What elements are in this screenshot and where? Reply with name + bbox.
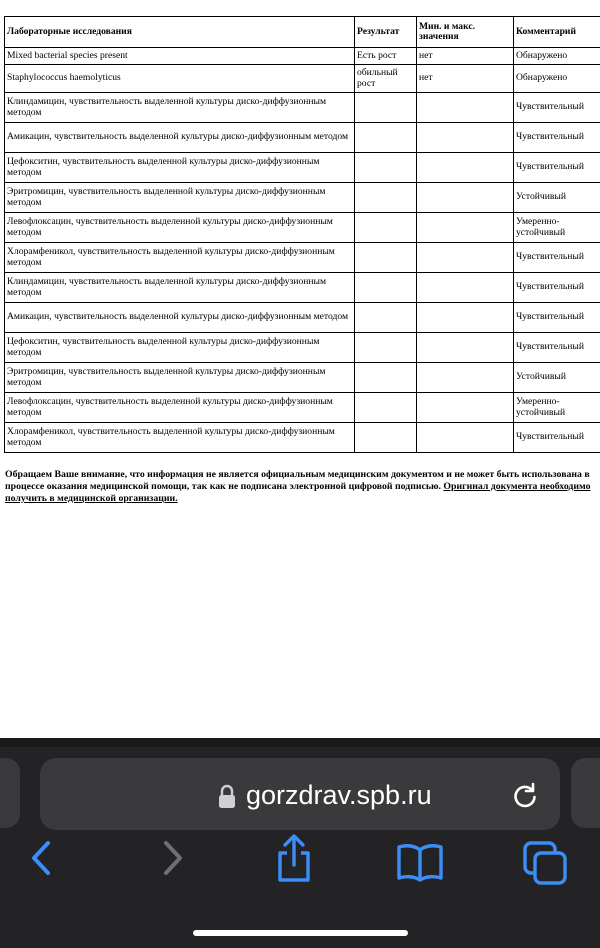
cell-range <box>417 93 514 123</box>
cell-test-name: Амикацин, чувствительность выделенной культуры диско-диффузионным методом <box>5 123 355 153</box>
table-row <box>5 93 600 123</box>
table-row <box>5 243 600 273</box>
cell-range <box>417 423 514 453</box>
cell-test-name: Клиндамицин, чувствительность выделенной культуры диско-диффузионным методом <box>5 93 355 123</box>
cell-range <box>417 243 514 273</box>
table-row <box>5 303 600 333</box>
cell-range: нет <box>417 65 514 93</box>
cell-comment: Чувствительный <box>514 93 600 123</box>
cell-test-name: Амикацин, чувствительность выделенной культуры диско-диффузионным методом <box>5 303 355 333</box>
reload-icon[interactable] <box>510 781 540 816</box>
cell-comment: Устойчивый <box>514 183 600 213</box>
cell-test-name: Цефокситин, чувствительность выделенной культуры диско-диффузионным методом <box>5 333 355 363</box>
table-row <box>5 363 600 393</box>
cell-comment: Чувствительный <box>514 123 600 153</box>
share-icon[interactable] <box>274 833 314 890</box>
header-comment: Комментарий <box>514 17 600 48</box>
cell-result <box>355 183 417 213</box>
header-tests: Лабораторные исследования <box>5 17 355 48</box>
disclaimer-original-link: Оригинал документа необходимо получить в медицинской организации. <box>5 481 591 504</box>
cell-comment: Умеренно-устойчивый <box>514 393 600 423</box>
cell-test-name: Левофлоксацин, чувствительность выделенной культуры диско-диффузионным методом <box>5 393 355 423</box>
cell-range <box>417 303 514 333</box>
address-bar[interactable] <box>40 758 560 830</box>
cell-comment: Обнаружено <box>514 65 600 93</box>
cell-range <box>417 363 514 393</box>
cell-comment: Чувствительный <box>514 273 600 303</box>
table-row <box>5 213 600 243</box>
cell-test-name: Хлорамфеникол, чувствительность выделенной культуры диско-диффузионным методом <box>5 423 355 453</box>
cell-result: Есть рост <box>355 48 417 65</box>
cell-range <box>417 183 514 213</box>
cell-result <box>355 153 417 183</box>
cell-result <box>355 213 417 243</box>
disclaimer-text: Обращаем Ваше внимание, что информация не является официальным медицинским документом и не может быть использована в процессе оказания медицинской помощи, так как не подписана электронной цифровой подписью. <box>5 469 590 492</box>
header-range: Мин. и макс. значения <box>417 17 514 48</box>
bookmarks-icon[interactable] <box>396 842 444 887</box>
cell-test-name: Эритромицин, чувствительность выделенной культуры диско-диффузионным методом <box>5 183 355 213</box>
cell-result <box>355 243 417 273</box>
table-row <box>5 333 600 363</box>
browser-toolbar <box>0 738 600 948</box>
cell-result <box>355 273 417 303</box>
tabs-icon[interactable] <box>522 840 570 893</box>
next-tab-preview[interactable] <box>571 758 600 828</box>
cell-range <box>417 333 514 363</box>
cell-range <box>417 123 514 153</box>
table-row <box>5 123 600 153</box>
cell-result <box>355 303 417 333</box>
cell-test-name: Эритромицин, чувствительность выделенной культуры диско-диффузионным методом <box>5 363 355 393</box>
previous-tab-preview[interactable] <box>0 758 20 828</box>
table-row <box>5 423 600 453</box>
cell-result <box>355 393 417 423</box>
cell-test-name: Левофлоксацин, чувствительность выделенной культуры диско-диффузионным методом <box>5 213 355 243</box>
cell-range: нет <box>417 48 514 65</box>
cell-result <box>355 93 417 123</box>
table-row <box>5 393 600 423</box>
forward-icon[interactable] <box>158 838 186 883</box>
cell-comment: Умеренно-устойчивый <box>514 213 600 243</box>
cell-comment: Чувствительный <box>514 423 600 453</box>
toolbar-divider <box>0 738 600 747</box>
cell-test-name: Цефокситин, чувствительность выделенной культуры диско-диффузионным методом <box>5 153 355 183</box>
disclaimer-notice <box>5 469 597 505</box>
home-indicator[interactable] <box>193 930 408 936</box>
cell-result <box>355 423 417 453</box>
cell-result: обильный рост <box>355 65 417 93</box>
cell-range <box>417 213 514 243</box>
header-result: Результат <box>355 17 417 48</box>
table-row <box>5 273 600 303</box>
cell-comment: Чувствительный <box>514 333 600 363</box>
cell-test-name: Хлорамфеникол, чувствительность выделенной культуры диско-диффузионным методом <box>5 243 355 273</box>
cell-result <box>355 333 417 363</box>
cell-comment: Чувствительный <box>514 153 600 183</box>
cell-test-name: Staphylococcus haemolyticus <box>5 65 355 93</box>
table-header-row <box>5 17 600 48</box>
cell-comment: Чувствительный <box>514 303 600 333</box>
back-icon[interactable] <box>28 838 56 883</box>
cell-result <box>355 363 417 393</box>
table-row <box>5 65 600 93</box>
cell-result <box>355 123 417 153</box>
lab-results-table <box>4 16 600 453</box>
cell-range <box>417 273 514 303</box>
table-row <box>5 183 600 213</box>
cell-test-name: Клиндамицин, чувствительность выделенной культуры диско-диффузионным методом <box>5 273 355 303</box>
cell-comment: Устойчивый <box>514 363 600 393</box>
url-text[interactable]: gorzdrav.spb.ru <box>246 780 432 810</box>
cell-test-name: Mixed bacterial species present <box>5 48 355 65</box>
table-row <box>5 153 600 183</box>
table-row <box>5 48 600 65</box>
cell-comment: Обнаружено <box>514 48 600 65</box>
cell-range <box>417 153 514 183</box>
cell-range <box>417 393 514 423</box>
cell-comment: Чувствительный <box>514 243 600 273</box>
lock-icon <box>217 784 237 815</box>
